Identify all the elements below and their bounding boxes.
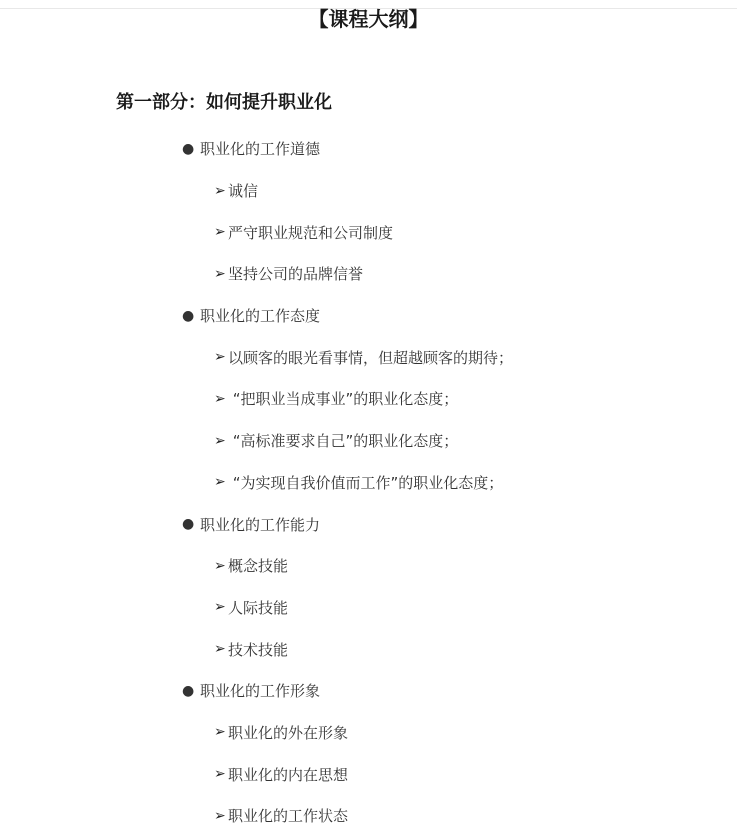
outline-text: 严守职业规范和公司制度 (228, 223, 394, 242)
arrow-bullet-icon: ➢ (214, 641, 226, 658)
outline-section-item (0, 670, 737, 712)
outline-subitem (0, 545, 737, 587)
bullet-icon: ● (182, 682, 195, 699)
document-title: 【课程大纲】 (308, 7, 429, 31)
outline-section-item (0, 503, 737, 545)
outline-text: 职业化的工作形象 (200, 682, 321, 701)
outline-text: 人际技能 (228, 598, 289, 617)
arrow-bullet-icon: ➢ (214, 349, 226, 366)
outline-subitem (0, 712, 737, 754)
outline-section-item (0, 295, 737, 337)
outline-text: 概念技能 (228, 557, 289, 576)
arrow-bullet-icon: ➢ (214, 265, 226, 282)
outline-text: 职业化的工作态度 (200, 307, 321, 326)
outline-subitem (0, 170, 737, 212)
outline-text: “把职业当成事业”的职业化态度； (228, 390, 459, 409)
outline-subitem (0, 211, 737, 253)
outline-text: “为实现自我价值而工作”的职业化态度； (228, 473, 504, 492)
outline-section-item (0, 128, 737, 170)
outline-subitem (0, 628, 737, 670)
arrow-bullet-icon: ➢ (214, 182, 226, 199)
bullet-icon: ● (182, 140, 195, 157)
course-outline (0, 128, 737, 837)
bullet-icon: ● (182, 307, 195, 324)
arrow-bullet-icon: ➢ (214, 474, 226, 491)
arrow-bullet-icon: ➢ (214, 599, 226, 616)
outline-text: “高标准要求自己”的职业化态度； (228, 432, 459, 451)
outline-text: 职业化的工作能力 (200, 515, 321, 534)
outline-text: 职业化的工作状态 (228, 807, 349, 826)
outline-subitem (0, 420, 737, 462)
outline-subitem (0, 253, 737, 295)
outline-text: 职业化的内在思想 (228, 765, 349, 784)
bullet-icon: ● (182, 516, 195, 533)
outline-text: 诚信 (228, 182, 259, 201)
arrow-bullet-icon: ➢ (214, 766, 226, 783)
part-heading: 第一部分：如何提升职业化 (116, 92, 332, 113)
outline-subitem (0, 378, 737, 420)
arrow-bullet-icon: ➢ (214, 390, 226, 407)
outline-text: 技术技能 (228, 640, 289, 659)
outline-subitem (0, 462, 737, 504)
outline-text: 坚持公司的品牌信誉 (228, 265, 364, 284)
arrow-bullet-icon: ➢ (214, 724, 226, 741)
outline-subitem (0, 587, 737, 629)
outline-text: 职业化的工作道德 (200, 140, 321, 159)
outline-subitem (0, 336, 737, 378)
outline-subitem (0, 795, 737, 837)
arrow-bullet-icon: ➢ (214, 432, 226, 449)
arrow-bullet-icon: ➢ (214, 557, 226, 574)
outline-subitem (0, 753, 737, 795)
outline-text: 以顾客的眼光看事情，但超越顾客的期待； (228, 348, 514, 367)
arrow-bullet-icon: ➢ (214, 224, 226, 241)
arrow-bullet-icon: ➢ (214, 807, 226, 824)
outline-text: 职业化的外在形象 (228, 723, 349, 742)
